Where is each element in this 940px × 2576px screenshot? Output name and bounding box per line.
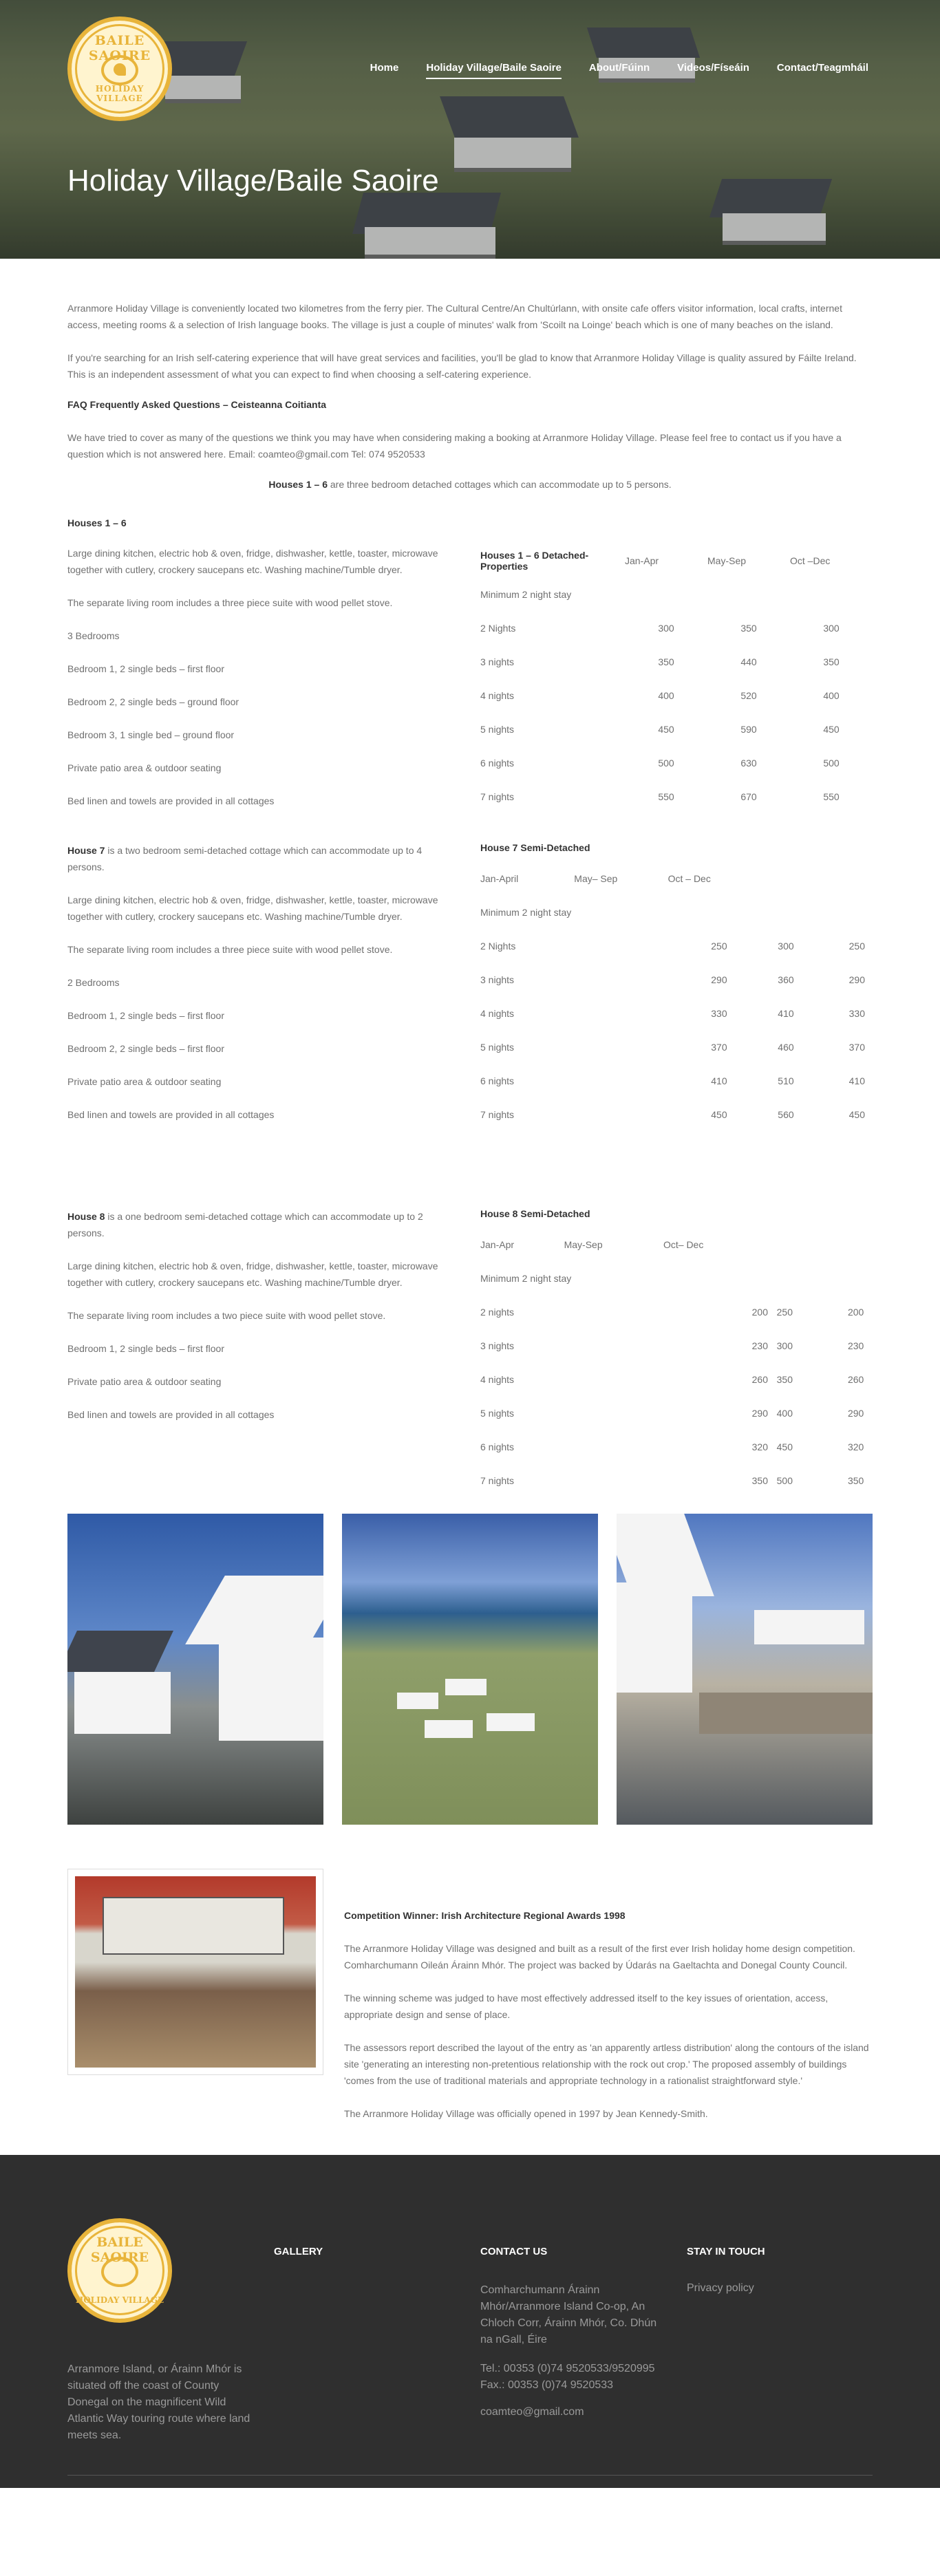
house-7-details [67,842,439,1139]
site-footer [0,2155,940,2488]
page-title: Holiday Village/Baile Saoire [67,164,439,197]
footer-fax: Fax.: 00353 (0)74 9520533 [480,2379,614,2391]
price: 670 [740,791,757,802]
photo-roof [67,1631,173,1672]
price-table [480,1227,873,1497]
table-row [480,678,873,712]
nav-videos[interactable]: Videos/Físeáin [677,62,749,74]
price-col-header: Oct –Dec [790,555,831,566]
price: 350 [776,1373,793,1385]
price: 360 [778,974,794,985]
nav-holiday-village[interactable]: Holiday Village/Baile Saoire [426,62,561,79]
footer-gallery-title: GALLERY [274,2246,323,2257]
logo-emblem-icon [101,2257,138,2287]
gallery-photo-stone-wall[interactable] [617,1514,873,1825]
price-col-header: May-Sep [707,555,747,566]
price: 300 [658,622,674,634]
houses-summary [67,479,873,490]
price: 410 [711,1075,727,1086]
houses-summary-text: are three bedroom detached cottages which can accommodate up to 5 persons. [327,479,672,490]
price: 550 [823,791,840,802]
price-col-header: May– Sep [574,872,618,884]
feature-item: Bedroom 1, 2 single beds – first floor [67,663,225,674]
photo-wall [219,1638,323,1741]
price-table-header [480,861,873,895]
price: 400 [658,689,674,701]
spacer [770,861,873,895]
price: 290 [848,974,865,985]
nights: 6 nights [480,1075,515,1086]
price: 500 [658,757,674,769]
price: 450 [848,1108,865,1120]
min-stay-row [480,577,873,611]
price-table-header [480,544,873,577]
price: 200 [847,1306,864,1318]
photo-wall [445,1679,487,1695]
price: 510 [778,1075,794,1086]
footer-about: Arranmore Island, or Árainn Mhór is situated off the coast of County Donegal on the magnificent Wild Atlantic Way touring route where land meets sea. [67,2363,250,2441]
gallery-photo-aerial[interactable] [342,1514,598,1825]
nights: 6 nights [480,1441,515,1452]
nights: 3 nights [480,974,515,985]
price: 290 [751,1407,768,1419]
house-8-section [67,1208,873,1497]
feature-item: Large dining kitchen, electric hob & oven, fridge, dishwasher, kettle, toaster, microwave together with cutlery, crockery saucepans etc. Washing machine/Tumble dryer. [67,894,438,922]
footer-tel: Tel.: 00353 (0)74 9520533/9520995 [480,2363,655,2374]
price: 260 [751,1373,768,1385]
award-paragraph: The Arranmore Holiday Village was designed and built as a result of the first ever Irish holiday home design competition. Comharchumann Oileán Árainn Mhór. The project was backed by Údarás na Gaeltachta and Donegal County Council. [344,1943,855,1971]
price: 300 [776,1340,793,1351]
price-pair [770,996,873,1030]
price: 350 [847,1474,864,1486]
house-8-prices [480,1208,873,1497]
nights: 4 nights [480,1373,515,1385]
feature-item: Bedroom 1, 2 single beds – first floor [67,1010,225,1021]
price-pair [770,1097,873,1131]
price-pair [770,1030,873,1064]
intro-paragraph: If you're searching for an Irish self-catering experience that will have great services and facilities, you'll be glad to know that Arranmore Holiday Village is quality assured by Fáilte Ireland. This is an independent assessment of what you can expect to find when choosing a self-catering experience. [67,352,857,380]
price: 350 [823,656,840,667]
table-row [480,1295,873,1329]
award-photo-image [75,1876,316,2068]
award-paragraph: The Arranmore Holiday Village was officially opened in 1997 by Jean Kennedy-Smith. [344,2108,708,2119]
logo-top-text: BAILE SAOIRE [90,2235,149,2265]
nights: 2 Nights [480,940,516,952]
photo-gallery [67,1514,873,1825]
nights: 7 nights [480,1474,515,1486]
feature-item: Private patio area & outdoor seating [67,1076,222,1087]
feature-item: Bedroom 2, 2 single beds – ground floor [67,696,239,707]
photo-wall [754,1610,864,1644]
table-row [480,929,873,963]
nav-contact[interactable]: Contact/Teagmháil [776,62,868,74]
nav-about[interactable]: About/Fúinn [588,62,650,74]
table-row [480,780,873,813]
house-7-table-title: House 7 Semi-Detached [480,842,590,853]
price: 590 [740,723,757,735]
price-pair [770,963,873,996]
nights: 3 nights [480,656,515,667]
min-stay: Minimum 2 night stay [480,1272,572,1284]
logo-emblem-icon [101,55,138,85]
price-col-header: May-Sep [564,1238,603,1250]
price: 330 [848,1007,865,1019]
table-row [480,1064,873,1097]
price-col-header: Oct– Dec [663,1238,704,1250]
table-row [480,712,873,746]
table-row [480,1097,873,1131]
table-row [480,645,873,678]
houses-1-6-heading: Houses 1 – 6 [67,517,127,528]
price: 440 [740,656,757,667]
footer-email-link[interactable]: coamteo@gmail.com [480,2406,584,2418]
feature-item: Bedroom 3, 1 single bed – ground floor [67,729,235,740]
price: 200 [751,1306,768,1318]
logo-bottom-text: HOLIDAY VILLAGE [75,2295,164,2305]
footer-privacy-link[interactable]: Privacy policy [687,2282,754,2294]
price: 450 [823,723,840,735]
house-7-intro-text: is a two bedroom semi-detached cottage which can accommodate up to 4 persons. [67,845,423,872]
footer-stay-title: STAY IN TOUCH [687,2246,765,2257]
nights: 5 nights [480,723,515,735]
price-col-header: Jan-April [480,872,519,884]
house-7-intro [67,842,439,875]
price-table-title: Houses 1 – 6 Detached-Properties [480,549,589,572]
table-row [480,1329,873,1362]
price: 350 [740,622,757,634]
award-text [344,1869,873,2138]
photo-wall [425,1720,473,1738]
price: 250 [848,940,865,952]
price: 500 [776,1474,793,1486]
feature-item: Private patio area & outdoor seating [67,1376,222,1387]
feature-item: Bedroom 1, 2 single beds – first floor [67,1343,225,1354]
site-logo[interactable] [67,17,172,121]
price-table-header [480,1227,873,1261]
price: 400 [776,1407,793,1419]
price: 320 [751,1441,768,1452]
house-7-section [67,842,873,1139]
price: 290 [847,1407,864,1419]
price: 520 [740,689,757,701]
price: 370 [848,1041,865,1053]
houses-1-6-details [67,517,439,826]
price-cell [663,1295,768,1329]
intro-section [67,259,873,490]
price: 350 [751,1474,768,1486]
price-pair [768,1362,873,1396]
award-heading: Competition Winner: Irish Architecture Regional Awards 1998 [344,1910,626,1921]
feature-item: The separate living room includes a three piece suite with wood pellet stove. [67,944,393,955]
footer-address: Comharchumann Árainn Mhór/Arranmore Island Co-op, An Chloch Corr, Árainn Mhór, Co. Dhún na nGall, Éire [480,2284,657,2346]
price: 370 [711,1041,727,1053]
house-8-intro-bold: House 8 [67,1211,105,1222]
nights: 5 nights [480,1041,515,1053]
feature-item: Bedroom 2, 2 single beds – first floor [67,1043,225,1054]
feature-item: Large dining kitchen, electric hob & oven, fridge, dishwasher, kettle, toaster, microwave together with cutlery, crockery saucepans etc. Washing machine/Tumble dryer. [67,1260,438,1288]
feature-item: The separate living room includes a two piece suite with wood pellet stove. [67,1310,386,1321]
houses-1-6-prices [480,517,873,826]
house-7-intro-bold: House 7 [67,845,105,856]
min-stay-row [480,1261,873,1295]
price-col-header: Jan-Apr [625,555,659,566]
house-8-details [67,1208,439,1497]
price: 550 [658,791,674,802]
table-row [480,1030,873,1064]
price: 630 [740,757,757,769]
logo-top-text: BAILE SAOIRE [88,33,151,63]
price-pair [768,1295,873,1329]
price: 450 [711,1108,727,1120]
nights: 7 nights [480,1108,515,1120]
main-nav [370,62,868,79]
faq-paragraph: We have tried to cover as many of the questions we think you may have when considering making a booking at Arranmore Holiday Village. Please feel free to contact us if you have a question which is not answered here. Email: coamteo@gmail.com Tel: 074 9520533 [67,432,842,460]
award-paragraph: The winning scheme was judged to have most effectively addressed itself to the key issues of orientation, access, appropriate design and sense of place. [344,1993,829,2020]
price: 250 [776,1306,793,1318]
nights: 4 nights [480,1007,515,1019]
nav-home[interactable]: Home [370,62,399,74]
feature-item: Large dining kitchen, electric hob & oven, fridge, dishwasher, kettle, toaster, microwave together with cutlery, crockery saucepans etc. Washing machine/Tumble dryer. [67,548,438,575]
house-8-intro [67,1208,439,1241]
photo-wall [617,1582,692,1693]
intro-paragraph: Arranmore Holiday Village is conveniently located two kilometres from the ferry pier. The Cultural Centre/An Chultúrlann, with onsite cafe offers visitor information, local crafts, internet access, meeting rooms & a selection of Irish language books. The village is just a couple of minutes' walk from 'Scoilt na Loinge' beach which is one of many beaches on the island. [67,303,842,330]
nights: 3 nights [480,1340,515,1351]
price: 500 [823,757,840,769]
table-row [480,963,873,996]
award-section [67,1869,873,2138]
feature-item: Bed linen and towels are provided in all cottages [67,1109,275,1120]
price: 230 [751,1340,768,1351]
footer-stay-col [687,2246,765,2295]
gallery-photo-cottages[interactable] [67,1514,323,1825]
main-content [67,259,873,2138]
price-table [480,861,873,1131]
table-row [480,1396,873,1430]
price: 410 [778,1007,794,1019]
nights: 2 nights [480,1306,515,1318]
price: 260 [847,1373,864,1385]
price-cell [663,1362,768,1396]
feature-item: Private patio area & outdoor seating [67,762,222,773]
award-photo [67,1869,323,2075]
price-col-header: Oct – Dec [667,872,711,884]
price-pair [770,1064,873,1097]
price: 350 [658,656,674,667]
house-7-prices [480,842,873,1139]
price: 450 [776,1441,793,1452]
award-paragraph: The assessors report described the layout of the entry as 'an apparently artless distribution' along the contours of the island site 'generating an interesting non-pretentious relationship with the rock out crop.' The proposed assembly of buildings 'comes from the use of traditional materials and appropriate technology in a rationalist straightforward style.' [344,2042,869,2086]
nights: 7 nights [480,791,515,802]
price-cell [663,1463,768,1497]
table-row [480,1430,873,1463]
hero-header [0,0,940,259]
price: 560 [778,1108,794,1120]
price-pair [768,1396,873,1430]
photo-stone-wall [699,1693,873,1734]
nights: 5 nights [480,1407,515,1419]
min-stay-row [480,895,873,929]
house-8-intro-text: is a one bedroom semi-detached cottage which can accommodate up to 2 persons. [67,1211,423,1238]
nights: 6 nights [480,757,515,769]
table-row [480,611,873,645]
photo-gable [185,1576,323,1644]
price-cell [663,1430,768,1463]
price: 230 [847,1340,864,1351]
price: 410 [848,1075,865,1086]
nights: 4 nights [480,689,515,701]
price: 320 [847,1441,864,1452]
feature-item: The separate living room includes a three piece suite with wood pellet stove. [67,597,393,608]
price-cell [663,1329,768,1362]
photo-wall [397,1693,438,1709]
min-stay: Minimum 2 night stay [480,588,572,600]
photo-wall [487,1713,535,1731]
footer-contact-col [480,2246,666,2418]
min-stay: Minimum 2 night stay [480,906,572,918]
price-pair [768,1463,873,1497]
feature-item: Bed linen and towels are provided in all cottages [67,795,275,806]
table-row [480,1362,873,1396]
price-pair [770,929,873,963]
price: 450 [658,723,674,735]
price: 330 [711,1007,727,1019]
footer-logo[interactable] [67,2218,172,2323]
spacer [768,1227,873,1261]
price: 460 [778,1041,794,1053]
table-row [480,1463,873,1497]
price-table [480,544,873,813]
price-pair [768,1430,873,1463]
price: 400 [823,689,840,701]
logo-bottom-text: HOLIDAY VILLAGE [95,84,145,103]
table-row [480,746,873,780]
table-row [480,996,873,1030]
feature-item: 3 Bedrooms [67,630,120,641]
price-pair [768,1329,873,1362]
price: 300 [778,940,794,952]
nights: 2 Nights [480,622,516,634]
feature-item: 2 Bedrooms [67,977,120,988]
price-cell [663,1396,768,1430]
price: 250 [711,940,727,952]
price: 290 [711,974,727,985]
faq-title: FAQ Frequently Asked Questions – Ceisteanna Coitianta [67,399,327,410]
footer-gallery-col [274,2246,323,2282]
house-8-table-title: House 8 Semi-Detached [480,1208,590,1219]
price: 300 [823,622,840,634]
price-col-header: Jan-Apr [480,1238,515,1250]
houses-1-6-section [67,517,873,826]
feature-item: Bed linen and towels are provided in all cottages [67,1409,275,1420]
houses-summary-bold: Houses 1 – 6 [268,479,328,490]
footer-divider [67,2475,873,2476]
footer-contact-title: CONTACT US [480,2246,548,2257]
photo-wall [74,1672,171,1734]
